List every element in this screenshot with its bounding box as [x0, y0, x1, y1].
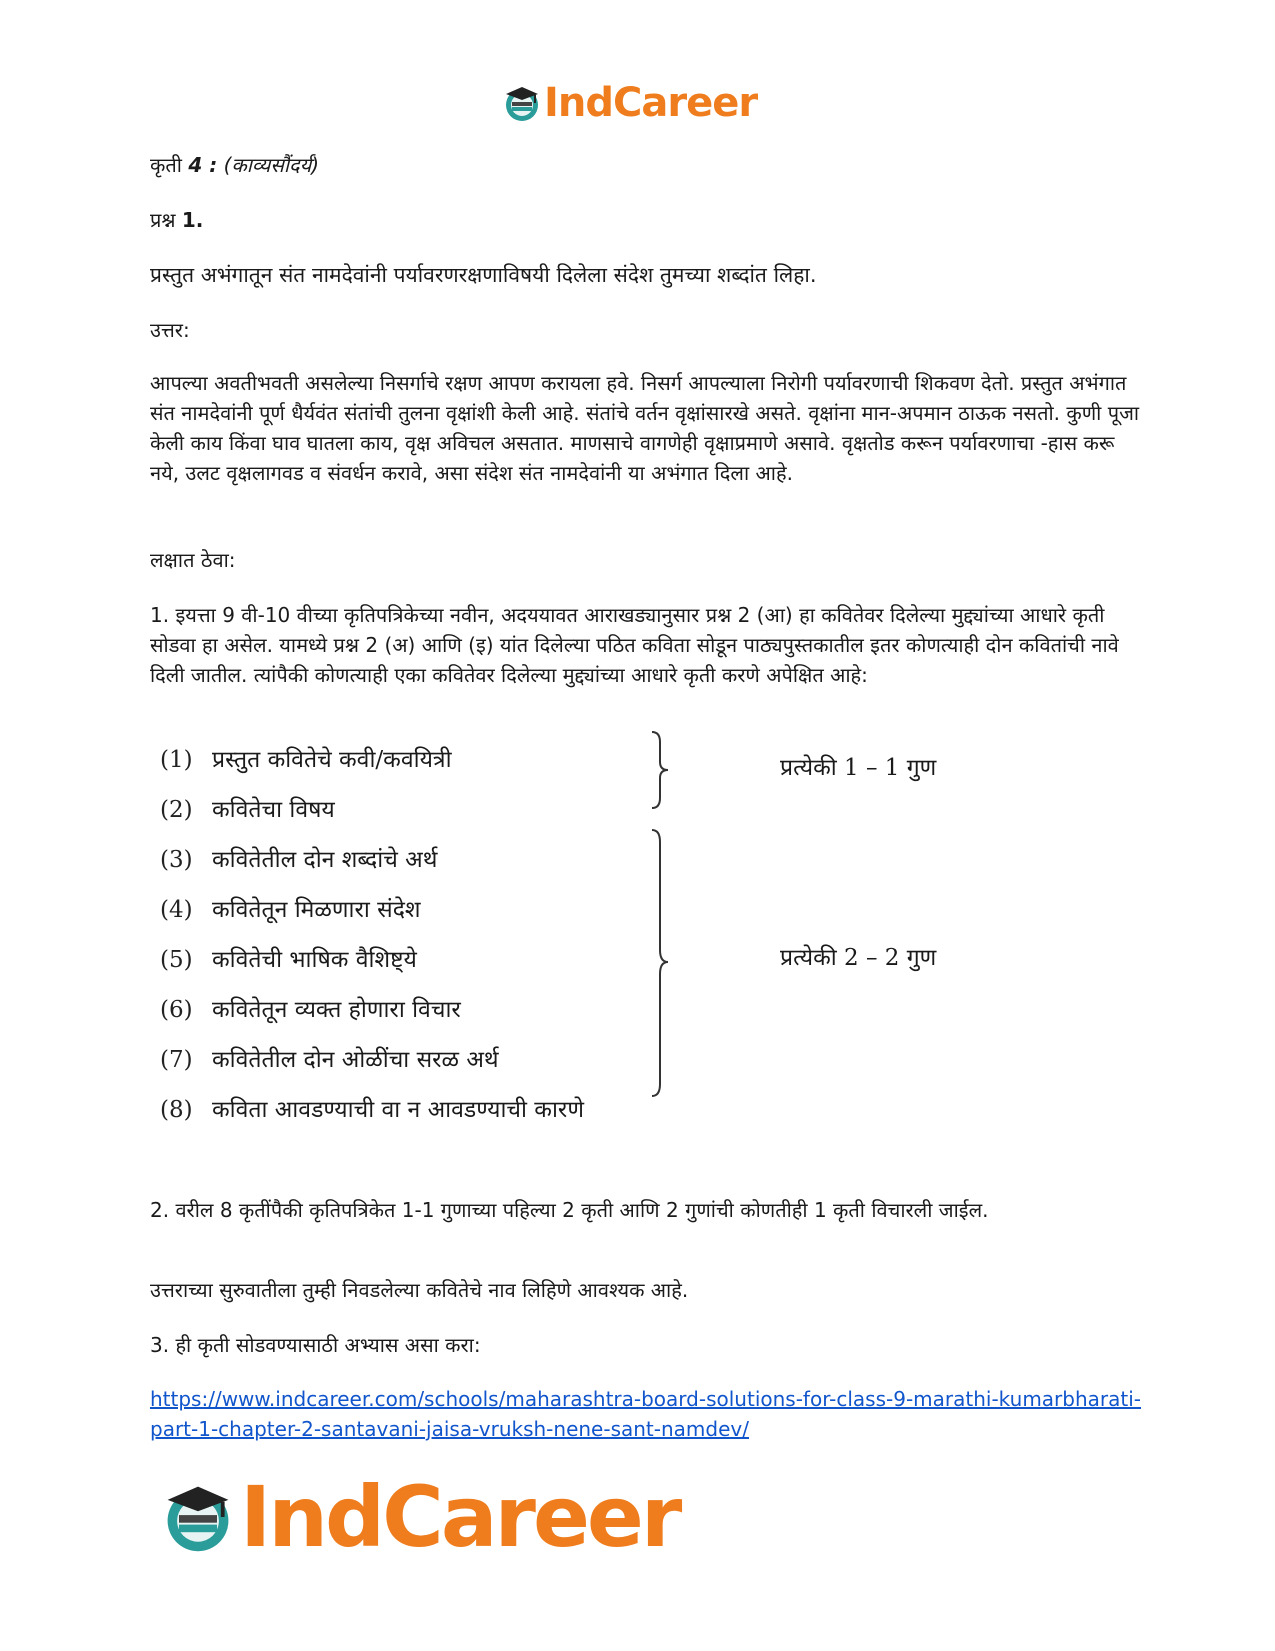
indcareer-logo-bottom[interactable]	[160, 1468, 679, 1566]
marks-group-1-label: प्रत्येकी 1 – 1 गुण	[780, 755, 937, 781]
marks-item-3: (3) कवितेतील दोन शब्दांचे अर्थ	[160, 847, 438, 873]
note-2: 2. वरील 8 कृतींपैकी कृतिपत्रिकेत 1-1 गुणाच्या पहिल्या 2 कृती आणि 2 गुणांची कोणतीही 1 कृती विचारली जाईल.	[150, 1198, 989, 1222]
answer-label: उत्तर:	[150, 318, 190, 342]
logo-wordmark: IndCareer	[240, 1468, 680, 1566]
marks-item-2: (2) कवितेचा विषय	[160, 797, 335, 823]
logo-wordmark: IndCareer	[544, 80, 758, 126]
note-3: 3. ही कृती सोडवण्यासाठी अभ्यास असा करा:	[150, 1333, 481, 1357]
task-number: 4 :	[188, 153, 218, 177]
brace-group-2	[650, 828, 670, 1098]
marks-item-6: (6) कवितेतून व्यक्त होणारा विचार	[160, 997, 461, 1023]
graduation-cap-logo-icon	[160, 1479, 236, 1555]
study-link[interactable]: https://www.indcareer.com/schools/maharashtra-board-solutions-for-class-9-marathi-kumarbharati-part-1-chapter-2-santavani-jaisa-vruksh-nene-sant-namdev/	[150, 1387, 1141, 1441]
note-1: 1. इयत्ता 9 वी-10 वीच्या कृतिपत्रिकेच्या नवीन, अदययावत आराखड्यानुसार प्रश्न 2 (आ) हा कवितेवर दिलेल्या मुद्द्यांच्या आधारे कृती सोडवा हा असेल. यामध्ये प्रश्न 2 (अ) आणि (इ) यांत दिलेल्या पठित कविता सोडून पाठ्यपुस्तकातील इतर कोणत्याही दोन कवितांची नावे दिली जातील. त्यांपैकी कोणत्याही एका कवितेवर दिलेल्या मुद्द्यांच्या आधारे कृती करणे अपेक्षित आहे:	[150, 603, 1119, 687]
question-text: प्रस्तुत अभंगातून संत नामदेवांनी पर्यावरणरक्षणाविषयी दिलेला संदेश तुमच्या शब्दांत लिहा.	[150, 263, 817, 287]
marks-item-1: (1) प्रस्तुत कवितेचे कवी/कवयित्री	[160, 747, 452, 773]
task-topic: (काव्यसौंदर्य)	[223, 153, 320, 177]
note-poem-name: उत्तराच्या सुरुवातीला तुम्ही निवडलेल्या कवितेचे नाव लिहिणे आवश्यक आहे.	[150, 1278, 689, 1302]
marks-group-2-label: प्रत्येकी 2 – 2 गुण	[780, 945, 937, 971]
marks-item-4: (4) कवितेतून मिळणारा संदेश	[160, 897, 421, 923]
indcareer-logo-top[interactable]	[502, 80, 757, 126]
remember-label: लक्षात ठेवा:	[150, 548, 236, 572]
task-prefix: कृती	[150, 153, 182, 177]
marks-item-7: (7) कवितेतील दोन ओळींचा सरळ अर्थ	[160, 1047, 499, 1073]
brace-group-1	[650, 730, 670, 810]
graduation-cap-logo-icon	[502, 84, 542, 122]
marks-item-5: (5) कवितेची भाषिक वैशिष्ट्ये	[160, 947, 417, 973]
answer-text: आपल्या अवतीभवती असलेल्या निसर्गाचे रक्षण आपण करायला हवे. निसर्ग आपल्याला निरोगी पर्यावरणाची शिकवण देतो. प्रस्तुत अभंगात संत नामदेवांनी पूर्ण धैर्यवंत संतांची तुलना वृक्षांशी केली आहे. संतांचे वर्तन वृक्षांसारखे असते. वृक्षांना मान-अपमान ठाऊक नसतो. कुणी पूजा केली काय किंवा घाव घातला काय, वृक्ष अविचल असतात. माणसाचे वागणेही वृक्षाप्रमाणे असावे. वृक्षतोड करून पर्यावरणाचा -हास करू नये, उलट वृक्षलागवड व संवर्धन करावे, असा संदेश संत नामदेवांनी या अभंगात दिला आहे.	[150, 371, 1140, 485]
question-number: 1.	[181, 208, 204, 232]
task-title	[150, 150, 1140, 180]
marks-scheme	[160, 747, 1000, 1160]
marks-item-8: (8) कविता आवडण्याची वा न आवडण्याची कारणे	[160, 1097, 584, 1123]
question-label: प्रश्न 1.	[150, 208, 204, 232]
